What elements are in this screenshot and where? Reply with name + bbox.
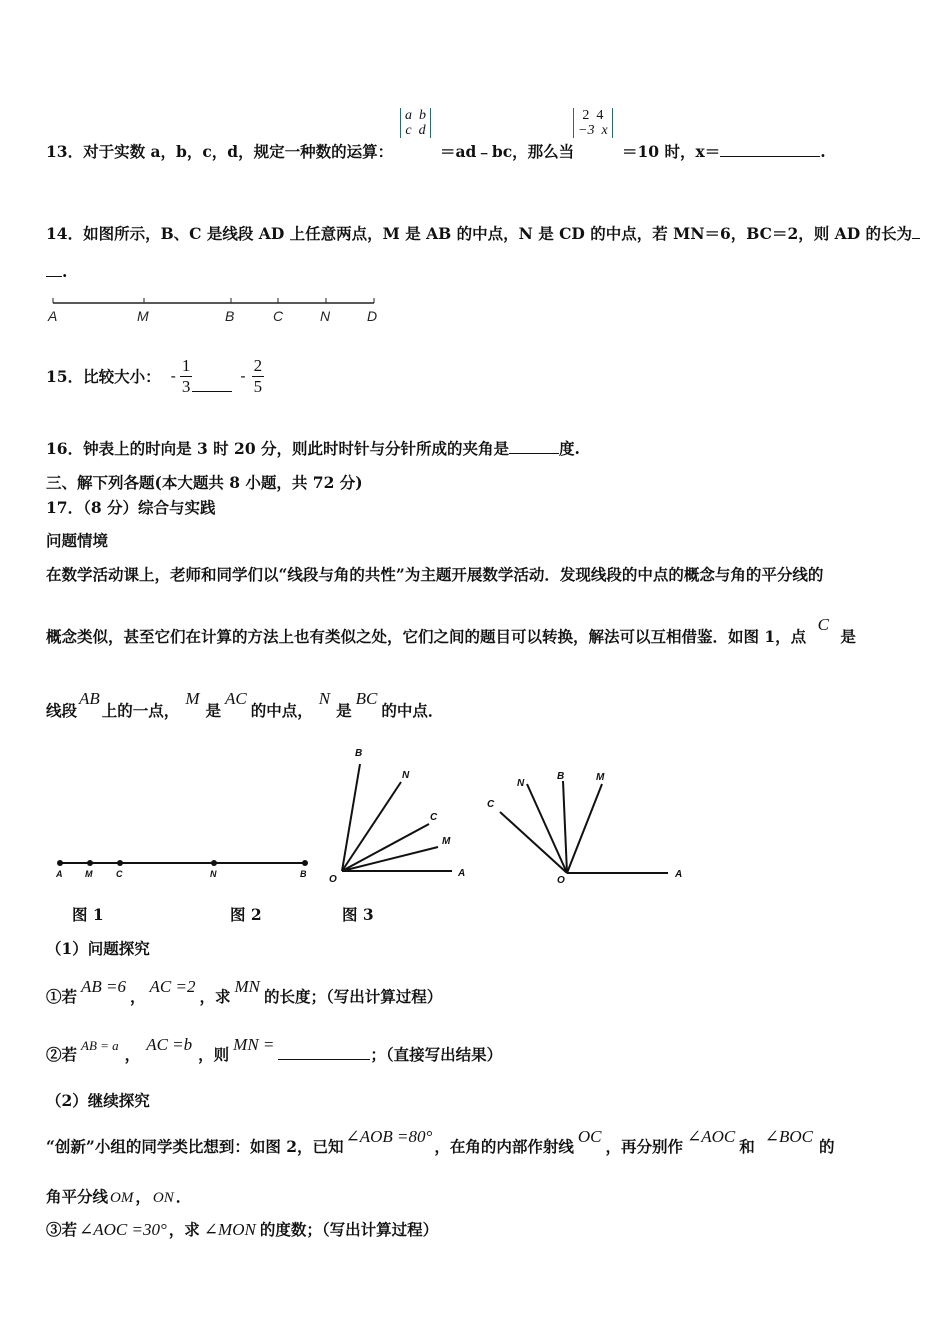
q15-answer-blank[interactable] bbox=[192, 377, 232, 392]
fig2-label-A: A bbox=[458, 868, 466, 879]
fig1-label-N: N bbox=[210, 869, 217, 879]
label-D: D bbox=[367, 308, 378, 324]
part-2-heading: （2）继续探究 bbox=[46, 1091, 150, 1110]
fig3-label-O: O bbox=[557, 875, 565, 886]
part-1-heading: （1）问题探究 bbox=[46, 939, 150, 958]
section-3-heading: 三、解下列各题(本大题共 8 小题，共 72 分) bbox=[46, 473, 363, 492]
fig3-label-B: B bbox=[557, 771, 565, 782]
fig2-label-N: N bbox=[402, 770, 410, 781]
fraction-two-fifths: $\frac{2}{5}$ bbox=[253, 355, 263, 396]
q13-determinant-2 bbox=[573, 108, 613, 138]
q15-line: 15．比较大小： - $\frac{1}{3}$ - $\frac{2}{5}$ bbox=[46, 355, 263, 396]
det1-row1: a b bbox=[405, 108, 426, 123]
det1-row2: c d bbox=[405, 123, 426, 138]
q16-line: 16．钟表上的时向是 3 时 20 分，则此时时针与分针所成的夹角是 度. bbox=[46, 439, 580, 458]
label-B: B bbox=[225, 308, 235, 324]
fraction-one-third: $\frac{1}{3}$ bbox=[181, 355, 191, 396]
fig1-label-B: B bbox=[300, 869, 307, 879]
q17-situation-heading: 问题情境 bbox=[46, 531, 109, 550]
subquestion-2-answer-blank[interactable] bbox=[278, 1045, 370, 1060]
q16-answer-blank[interactable] bbox=[509, 439, 559, 454]
q14-continuation: . bbox=[46, 262, 67, 281]
subquestion-1: ①若AB =6，AC =2，求MN的长度；（写出计算过程） bbox=[46, 977, 443, 1006]
q13-answer-blank[interactable] bbox=[720, 142, 820, 157]
label-A: A bbox=[48, 308, 58, 324]
q13-determinant-1 bbox=[400, 108, 431, 138]
q13-mid: ＝ad﹣bc，那么当 bbox=[440, 142, 575, 161]
q14-answer-blank[interactable] bbox=[46, 262, 62, 277]
det2-row2: −3 x bbox=[578, 123, 608, 138]
fig2-label-M: M bbox=[442, 836, 451, 847]
fig3-label-M: M bbox=[596, 772, 605, 783]
q17-paragraph-2: 概念类似，甚至它们在计算的方法上也有类似之处，它们之间的题目可以转换，解法可以互相借鉴．如图 1，点 C 是 bbox=[46, 615, 856, 646]
figure-3-angle bbox=[500, 781, 668, 873]
det2-row1: 2 4 bbox=[582, 108, 604, 123]
q13-suffix: ＝10 时，x＝ bbox=[622, 142, 721, 161]
fig2-label-O: O bbox=[329, 874, 337, 885]
q13-line bbox=[46, 140, 393, 162]
figure-3-caption: 图 3 bbox=[342, 905, 374, 924]
q13-suffix-line: ＝10 时，x＝ . bbox=[622, 142, 826, 161]
label-N: N bbox=[320, 308, 331, 324]
q17-paragraph-3: 线段AB上的一点，M是AC的中点，N是BC的中点． bbox=[46, 689, 444, 720]
label-M: M bbox=[137, 308, 149, 324]
label-C: C bbox=[273, 308, 284, 324]
figure-1-caption: 图 1 bbox=[72, 905, 104, 924]
fig2-label-C: C bbox=[430, 812, 438, 823]
fig3-label-C: C bbox=[487, 799, 495, 810]
subquestion-2: ②若 $^{AB = a}$ ，AC =b，则MN =；（直接写出结果） bbox=[46, 1035, 503, 1064]
fig3-label-A: A bbox=[675, 869, 683, 880]
fig1-label-A: A bbox=[56, 869, 63, 879]
q14-figure bbox=[40, 292, 400, 332]
part-2-paragraph-cont: 角平分线 OM ， ON ． bbox=[46, 1187, 192, 1206]
q17-paragraph-1: 在数学活动课上，老师和同学们以“线段与角的共性”为主题开展数学活动．发现线段的中点的概念与角的平分线的 bbox=[46, 565, 824, 584]
q15-prefix: 15．比较大小： bbox=[46, 367, 161, 386]
figure-1-segment bbox=[55, 860, 308, 879]
fig2-label-B: B bbox=[355, 748, 363, 759]
fig3-label-N: N bbox=[517, 778, 525, 789]
q13-prefix: 13．对于实数 a，b，c，d，规定一种数的运算： bbox=[46, 142, 394, 161]
fig1-label-M: M bbox=[85, 869, 93, 879]
q17-title: 17．（8 分）综合与实践 bbox=[46, 498, 216, 517]
figure-2-caption: 图 2 bbox=[230, 905, 262, 924]
part-2-paragraph: “创新”小组的同学类比想到：如图 2，已知∠AOB =80°，在角的内部作射线OC，再分别作∠AOC和∠BOC的 bbox=[46, 1127, 835, 1156]
subquestion-3: ③若 ∠AOC =30° ，求 ∠MON 的度数；（写出计算过程） bbox=[46, 1220, 439, 1239]
fig1-label-C: C bbox=[116, 869, 123, 879]
q17-figures bbox=[40, 740, 700, 890]
q14-text: 14．如图所示，B、C 是线段 AD 上任意两点，M 是 AB 的中点，N 是 CD 的中点，若 MN＝6，BC＝2，则 AD 的长为 bbox=[46, 222, 920, 244]
